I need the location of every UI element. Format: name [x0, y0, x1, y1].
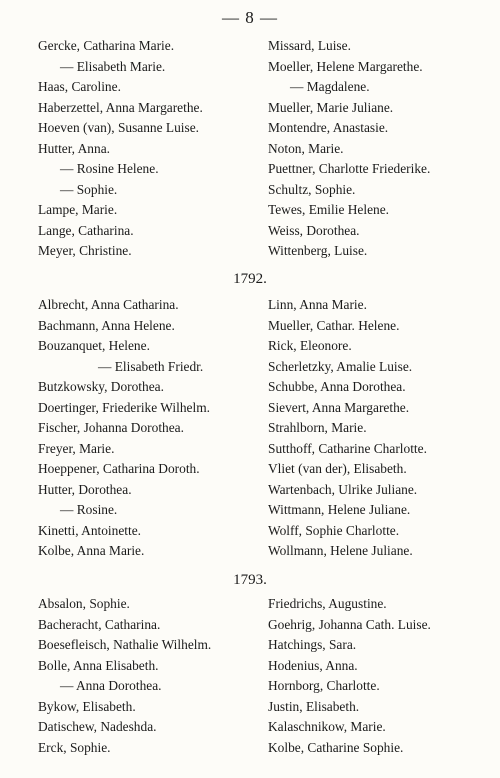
list-item: Hoeppener, Catharina Doroth.: [38, 461, 200, 476]
list-item: Hodenius, Anna.: [268, 657, 358, 673]
list-item: Absalon, Sophie.: [38, 596, 130, 611]
list-item: Sievert, Anna Margarethe.: [268, 399, 410, 415]
list-item: — Magdalene.: [290, 79, 370, 94]
list-item: — Elisabeth Friedr.: [98, 358, 204, 374]
list-item: Wartenbach, Ulrike Juliane.: [268, 481, 418, 497]
list-item: Kinetti, Antoinette.: [38, 522, 142, 538]
list-item: Wittenberg, Luise.: [268, 243, 368, 258]
list-item: — Elisabeth Marie.: [60, 58, 166, 74]
list-item: Haberzettel, Anna Margarethe.: [38, 99, 203, 115]
left-column: [38, 594, 263, 758]
right-column: [268, 295, 493, 562]
list-item: Montendre, Anastasie.: [268, 120, 389, 135]
list-item: — Rosine Helene.: [60, 161, 159, 176]
list-item: Mueller, Cathar. Helene.: [268, 317, 400, 333]
list-item: Gercke, Catharina Marie.: [38, 38, 175, 53]
list-item: Hornborg, Charlotte.: [268, 678, 380, 693]
list-item: Bykow, Elisabeth.: [38, 698, 136, 714]
right-column: [268, 36, 493, 262]
list-item: Goehrig, Johanna Cath. Luise.: [268, 616, 431, 632]
list-item: Hutter, Dorothea.: [38, 481, 132, 497]
list-item: Boesefleisch, Nathalie Wilhelm.: [38, 637, 212, 652]
list-item: Meyer, Christine.: [38, 243, 132, 258]
list-item: Kolbe, Anna Marie.: [38, 543, 145, 558]
list-item: Missard, Luise.: [268, 38, 351, 53]
left-column: [38, 295, 263, 562]
list-item: Linn, Anna Marie.: [268, 297, 367, 312]
list-item: Puettner, Charlotte Friederike.: [268, 161, 431, 176]
section-1793: [0, 594, 500, 764]
list-item: — Sophie.: [60, 181, 118, 197]
list-item: Rick, Eleonore.: [268, 338, 352, 353]
list-item: Kolbe, Catharine Sophie.: [268, 739, 404, 755]
left-column: [38, 36, 263, 262]
list-item: Mueller, Marie Juliane.: [268, 99, 394, 115]
section-continuation: [0, 36, 500, 266]
list-item: — Rosine.: [60, 502, 118, 517]
list-item: Bolle, Anna Elisabeth.: [38, 657, 159, 673]
list-item: Bouzanquet, Helene.: [38, 338, 150, 353]
list-item: Doertinger, Friederike Wilhelm.: [38, 399, 210, 415]
list-item: Wittmann, Helene Juliane.: [268, 502, 411, 517]
list-item: Hutter, Anna.: [38, 140, 110, 156]
list-item: Moeller, Helene Margarethe.: [268, 58, 423, 74]
year-heading-1792: 1792.: [233, 271, 267, 287]
list-item: Butzkowsky, Dorothea.: [38, 379, 164, 394]
list-item: Bachmann, Anna Helene.: [38, 317, 175, 333]
list-item: Freyer, Marie.: [38, 440, 115, 456]
list-item: Lampe, Marie.: [38, 202, 118, 217]
list-item: Vliet (van der), Elisabeth.: [268, 461, 407, 476]
list-item: Wolff, Sophie Charlotte.: [268, 522, 400, 538]
list-item: Friedrichs, Augustine.: [268, 596, 387, 611]
list-item: Hoeven (van), Susanne Luise.: [38, 120, 200, 135]
list-item: Scherletzky, Amalie Luise.: [268, 358, 413, 374]
list-item: Kalaschnikow, Marie.: [268, 719, 386, 734]
list-item: Schubbe, Anna Dorothea.: [268, 379, 406, 394]
list-item: Albrecht, Anna Catharina.: [38, 297, 179, 312]
year-heading-1793: 1793.: [233, 572, 267, 588]
page-number: — 8 —: [222, 8, 278, 27]
list-item: — Anna Dorothea.: [60, 678, 162, 693]
list-item: Weiss, Dorothea.: [268, 222, 360, 238]
list-item: Lange, Catharina.: [38, 222, 134, 238]
list-item: Hatchings, Sara.: [268, 637, 357, 652]
list-item: Fischer, Johanna Dorothea.: [38, 420, 184, 435]
list-item: Strahlborn, Marie.: [268, 420, 367, 435]
right-column: [268, 594, 493, 758]
list-item: Haas, Caroline.: [38, 79, 121, 94]
list-item: Wollmann, Helene Juliane.: [268, 543, 413, 558]
list-item: Datischew, Nadeshda.: [38, 719, 157, 734]
list-item: Justin, Elisabeth.: [268, 698, 360, 714]
section-1792: [0, 295, 500, 567]
list-item: Sutthoff, Catharine Charlotte.: [268, 440, 427, 456]
list-item: Schultz, Sophie.: [268, 181, 356, 197]
list-item: Noton, Marie.: [268, 140, 344, 156]
list-item: Bacheracht, Catharina.: [38, 616, 161, 632]
list-item: Tewes, Emilie Helene.: [268, 202, 390, 217]
list-item: Erck, Sophie.: [38, 739, 111, 755]
